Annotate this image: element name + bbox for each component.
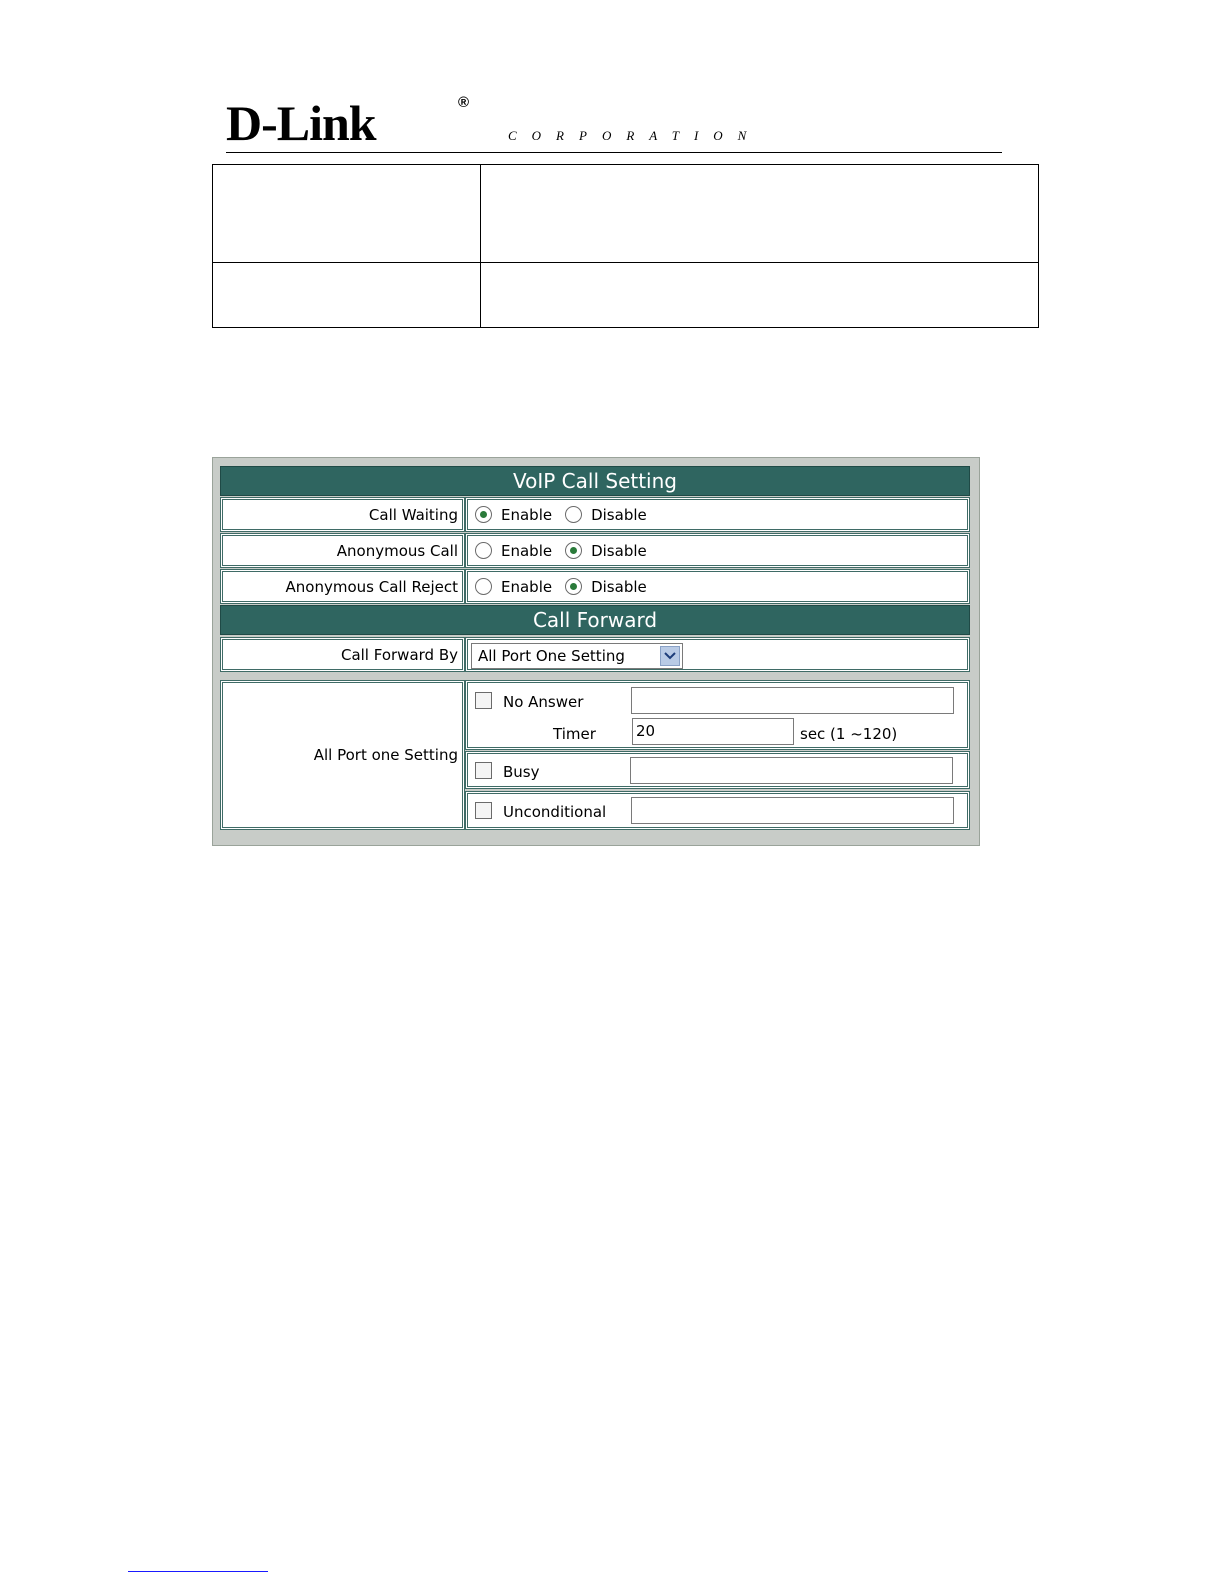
voip-call-setting-header: VoIP Call Setting bbox=[220, 466, 970, 496]
unconditional-input[interactable] bbox=[631, 797, 954, 824]
call-forward-by-cell bbox=[465, 637, 970, 672]
unconditional-cell bbox=[465, 791, 970, 830]
dlink-logo bbox=[226, 94, 470, 151]
timer-label: Timer bbox=[553, 725, 596, 743]
unconditional-checkbox[interactable] bbox=[475, 802, 492, 819]
call-waiting-enable-radio[interactable] bbox=[475, 506, 492, 523]
call-waiting-options bbox=[465, 497, 970, 532]
busy-label: Busy bbox=[503, 763, 540, 781]
logo-text: D-Link bbox=[226, 95, 376, 151]
anonymous-call-options bbox=[465, 533, 970, 568]
anonymous-call-enable-radio[interactable] bbox=[475, 542, 492, 559]
busy-input[interactable] bbox=[630, 757, 953, 784]
disable-label: Disable bbox=[591, 505, 647, 524]
timer-unit: sec (1 ~120) bbox=[800, 725, 898, 743]
table-cell bbox=[481, 165, 1039, 263]
anonymous-call-reject-label: Anonymous Call Reject bbox=[220, 569, 465, 604]
enable-label: Enable bbox=[501, 577, 553, 596]
registered-mark: ® bbox=[458, 94, 470, 111]
call-waiting-disable-radio[interactable] bbox=[565, 506, 582, 523]
anonymous-call-label: Anonymous Call bbox=[220, 533, 465, 568]
header-divider bbox=[226, 152, 1002, 153]
chevron-down-icon[interactable] bbox=[660, 646, 680, 666]
corporation-tagline: CORPORATION bbox=[508, 128, 762, 143]
timer-input[interactable]: 20 bbox=[632, 718, 794, 745]
anonymous-call-disable-radio[interactable] bbox=[565, 542, 582, 559]
anonymous-call-reject-disable-radio[interactable] bbox=[565, 578, 582, 595]
unconditional-label: Unconditional bbox=[503, 803, 607, 821]
table-cell bbox=[213, 165, 481, 263]
disable-label: Disable bbox=[591, 541, 647, 560]
call-forward-by-value: All Port One Setting bbox=[478, 647, 625, 665]
enable-label: Enable bbox=[501, 541, 553, 560]
no-answer-input[interactable] bbox=[631, 687, 954, 714]
call-forward-by-select[interactable] bbox=[471, 643, 683, 669]
anonymous-call-reject-options bbox=[465, 569, 970, 604]
table-cell bbox=[481, 263, 1039, 328]
call-waiting-label: Call Waiting bbox=[220, 497, 465, 532]
busy-cell bbox=[465, 751, 970, 789]
disable-label: Disable bbox=[591, 577, 647, 596]
enable-label: Enable bbox=[501, 505, 553, 524]
call-forward-header: Call Forward bbox=[220, 605, 970, 635]
all-port-one-setting-label: All Port one Setting bbox=[220, 680, 465, 830]
table-cell bbox=[213, 263, 481, 328]
voip-settings-panel bbox=[212, 457, 980, 846]
anonymous-call-reject-enable-radio[interactable] bbox=[475, 578, 492, 595]
busy-checkbox[interactable] bbox=[475, 762, 492, 779]
call-forward-by-label: Call Forward By bbox=[220, 637, 465, 672]
footer-link-underline bbox=[128, 1571, 268, 1572]
no-answer-cell bbox=[465, 680, 970, 750]
no-answer-checkbox[interactable] bbox=[475, 692, 492, 709]
no-answer-label: No Answer bbox=[503, 693, 584, 711]
document-table bbox=[212, 164, 1039, 328]
